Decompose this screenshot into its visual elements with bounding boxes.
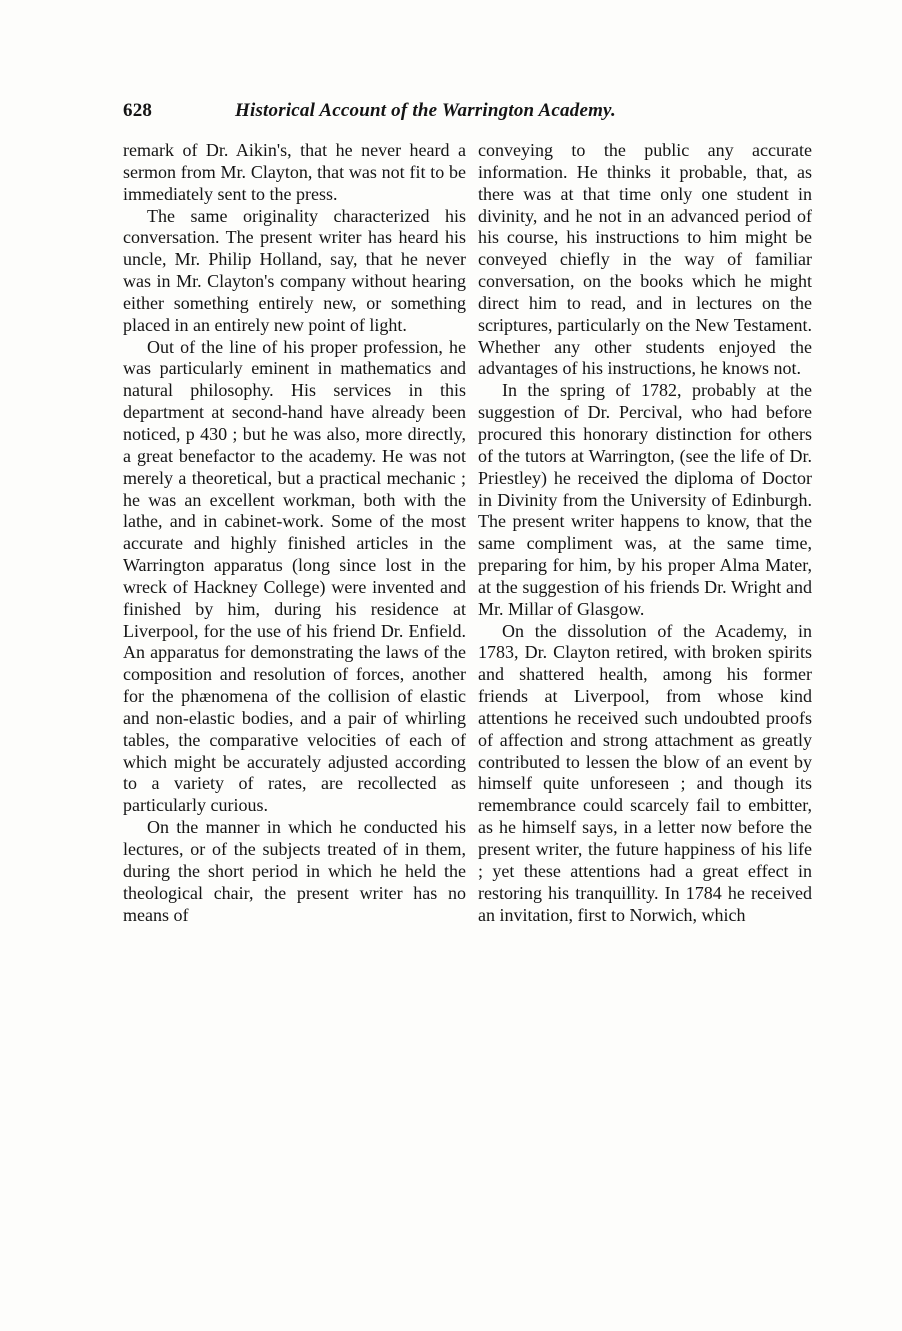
paragraph-continuation: conveying to the public any accurate information. He thinks it probable, that, as there was at that time only one student in divinity, and he not in an advanced period of his course, his instructions to him might be conveyed chiefly in the way of familiar conversation, on the books which he might direct him to read, and in lectures on the scriptures, particularly on the New Testament. Whether any other students enjoyed the advantages of his instructions, he knows not.: [478, 140, 812, 379]
paragraph-dissolution: On the dissolution of the Academy, in 1783, Dr. Clayton retired, with broken spirits and shattered health, among his former friends at Liverpool, from whose kind attentions he received such undoubted proofs of affection and strong attachment as greatly contributed to lessen the blow of an event by himself quite unforeseen ; and though its remembrance could scarcely fail to embitter, as he himself says, in a letter now before the present writer, the future happiness of his life ; yet these attentions had a great effect in restoring his tranquillity. In 1784 he received an invitation, first to Norwich, which: [478, 620, 812, 925]
paragraph-continuation: remark of Dr. Aikin's, that he never heard a sermon from Mr. Clayton, that was not fit to be immediately sent to the press.: [123, 140, 466, 204]
paragraph-diploma: In the spring of 1782, probably at the suggestion of Dr. Percival, who had before procured this honorary distinction for others of the tutors at Warrington, (see the life of Dr. Priestley) he received the diploma of Doctor in Divinity from the University of Edinburgh. The present writer happens to know, that the same compliment was, at the same time, preparing for him, by his proper Alma Mater, at the suggestion of his friends Dr. Wright and Mr. Millar of Glasgow.: [478, 380, 812, 619]
running-title: Historical Account of the Warrington Academy.: [235, 100, 616, 121]
running-head: [123, 100, 813, 130]
left-column: [123, 140, 466, 1220]
paragraph-conversation: The same originality characterized his conversation. The present writer has heard his uncle, Mr. Philip Holland, say, that he never was in Mr. Clayton's company without hearing either something entirely new, or something placed in an entirely new point of light.: [123, 205, 466, 335]
paragraph-mechanics: Out of the line of his proper profession, he was particularly eminent in mathematics and natural philosophy. His services in this department at second-hand have already been noticed, p 430 ; but he was also, more directly, a great benefactor to the academy. He was not merely a theoretical, but a practical mechanic ; he was an excellent workman, both with the lathe, and in cabinet-work. Some of the most accurate and highly finished articles in the Warrington apparatus (long since lost in the wreck of Hackney College) were invented and finished by him, during his residence at Liverpool, for the use of his friend Dr. Enfield. An apparatus for demonstrating the laws of the composition and resolution of forces, another for the phænomena of the collision of elastic and non-elastic bodies, and a pair of whirling tables, the comparative velocities of each of which might be accurately adjusted according to a variety of rates, are recollected as particularly curious.: [123, 336, 466, 816]
paragraph-lectures: On the manner in which he conducted his lectures, or of the subjects treated of in them, during the short period in which he held the theological chair, the present writer has no means of: [123, 817, 466, 925]
page-number: 628: [123, 100, 153, 121]
right-column: [478, 140, 812, 1220]
